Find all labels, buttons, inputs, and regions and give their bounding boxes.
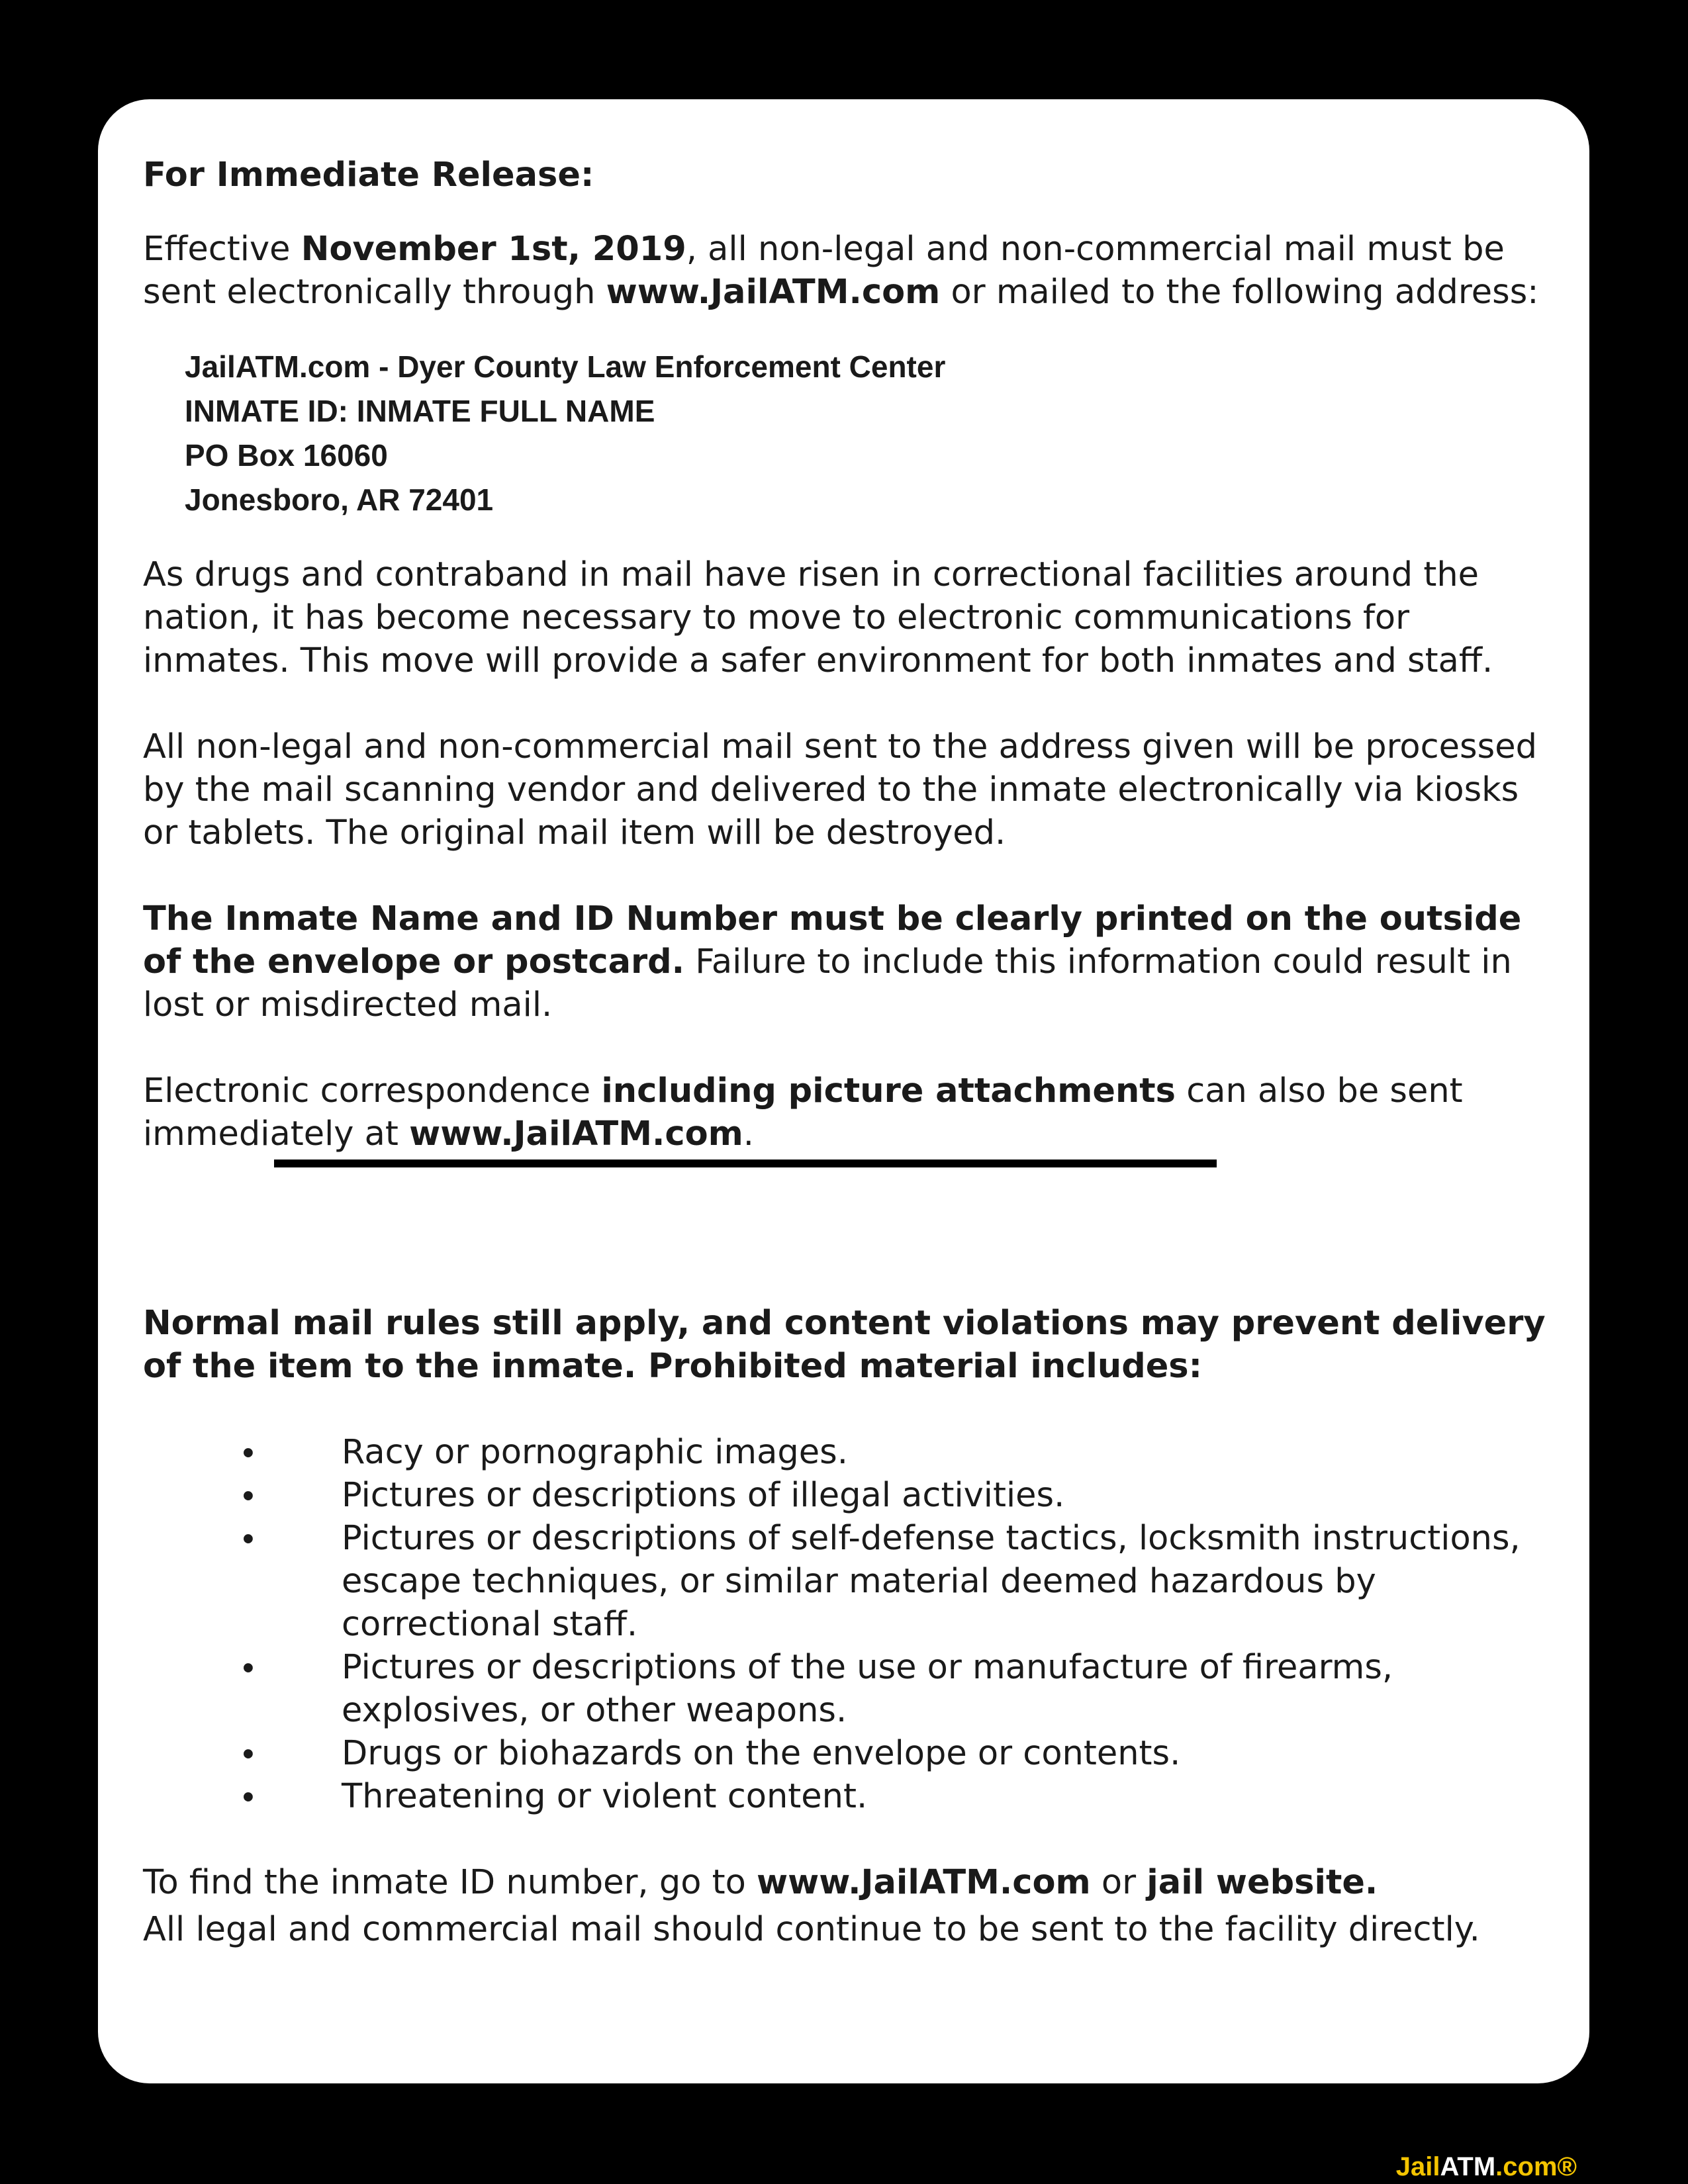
- bullet-icon: •: [242, 1477, 254, 1514]
- address-line: PO Box 16060: [185, 438, 388, 473]
- bullet-icon: •: [242, 1520, 254, 1557]
- release-card: [98, 99, 1589, 2083]
- website-link[interactable]: www.JailATM.com: [409, 1115, 743, 1154]
- rules-heading: Normal mail rules still apply, and content violations may prevent delivery of the item to the inmate. Prohibited material includes:: [143, 1304, 1546, 1386]
- legal-mail-paragraph: All legal and commercial mail should continue to be sent to the facility directly.: [143, 1910, 1480, 1949]
- list-item: • Threatening or violent content.: [143, 1775, 1553, 1818]
- contraband-paragraph: As drugs and contraband in mail have risen in correctional facilities around the nation, it has become necessary to move to electronic communications for inmates. This move will provide a safer environment for both inmates and staff.: [143, 555, 1493, 680]
- list-item: • Pictures or descriptions of the use or manufacture of firearms, explosives, or other weapons.: [143, 1646, 1553, 1732]
- bullet-icon: •: [242, 1649, 254, 1686]
- effective-date: November 1st, 2019: [301, 230, 686, 269]
- effective-date-paragraph: Effective November 1st, 2019, all non-legal and non-commercial mail must be sent electronically through www.JailATM.com or mailed to the following address:: [143, 230, 1539, 312]
- inmate-id-paragraph: The Inmate Name and ID Number must be clearly printed on the outside of the envelope or postcard. Failure to include this information could result in lost or misdirected mail.: [143, 899, 1522, 1024]
- list-item: • Racy or pornographic images.: [143, 1431, 1553, 1474]
- divider-line: [274, 1160, 1217, 1167]
- jail-website-link[interactable]: jail website.: [1147, 1863, 1378, 1902]
- address-line: Jonesboro, AR 72401: [185, 482, 494, 517]
- address-line: INMATE ID: INMATE FULL NAME: [185, 394, 655, 428]
- website-link[interactable]: www.JailATM.com: [606, 273, 941, 312]
- brand-footer: JailATM.com®: [1395, 2152, 1577, 2181]
- bullet-icon: •: [242, 1778, 254, 1815]
- list-item: • Drugs or biohazards on the envelope or contents.: [143, 1732, 1553, 1775]
- list-item: • Pictures or descriptions of illegal activities.: [143, 1474, 1553, 1517]
- electronic-correspondence-paragraph: Electronic correspondence including picture attachments can also be sent immediately at www.JailATM.com.: [143, 1071, 1463, 1154]
- bullet-icon: •: [242, 1433, 254, 1471]
- mailing-address: [185, 345, 1589, 522]
- release-heading: For Immediate Release:: [143, 156, 594, 195]
- prohibited-list: [143, 1431, 1589, 1818]
- list-item: • Pictures or descriptions of self-defense tactics, locksmith instructions, escape techniques, or similar material deemed hazardous by correctional staff.: [143, 1517, 1553, 1646]
- address-line: JailATM.com - Dyer County Law Enforcement Center: [185, 349, 946, 384]
- find-id-paragraph: To find the inmate ID number, go to www.JailATM.com or jail website.: [143, 1863, 1378, 1902]
- processing-paragraph: All non-legal and non-commercial mail sent to the address given will be processed by the mail scanning vendor and delivered to the inmate electronically via kiosks or tablets. The original mail item will be destroyed.: [143, 727, 1537, 852]
- website-link[interactable]: www.JailATM.com: [757, 1863, 1091, 1902]
- bullet-icon: •: [242, 1735, 254, 1772]
